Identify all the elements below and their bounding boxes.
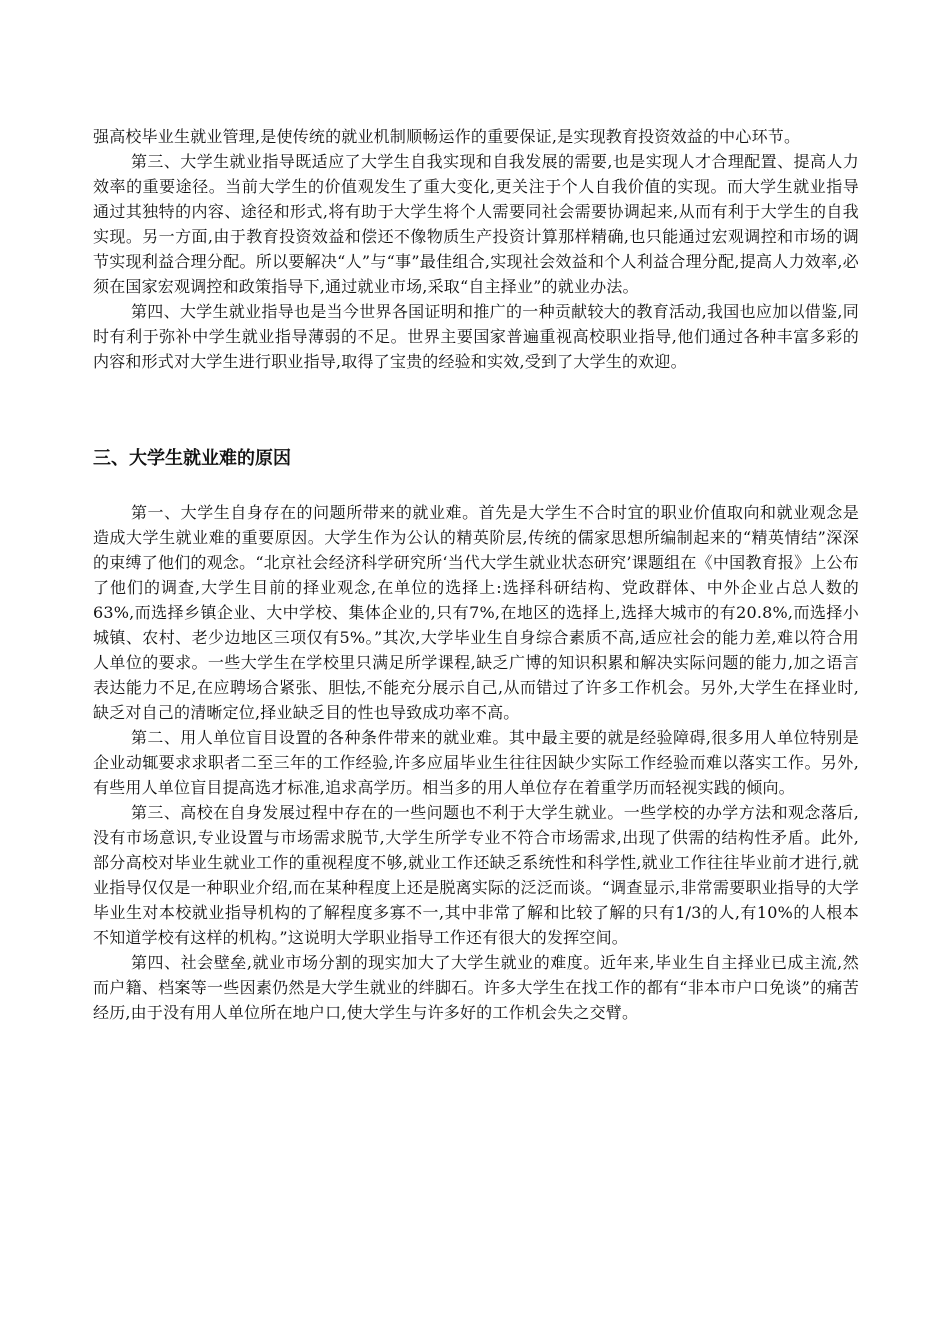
section-paragraph-4: 第四、社会壁垒,就业市场分割的现实加大了大学生就业的难度。近年来,毕业生自主择业已成主流,然而户籍、档案等一些因素仍然是大学生就业的绊脚石。许多大学生在找工作的都有“非本市户口免谈”的痛苦经历,由于没有用人单位所在地户口,使大学生与许多好的工作机会失之交臂。 (93, 953, 859, 1022)
document-page (93, 124, 859, 1025)
section-body (93, 500, 859, 1025)
paragraph-fourth-point: 第四、大学生就业指导也是当今世界各国证明和推广的一种贡献较大的教育活动,我国也应加以借鉴,同时有利于弥补中学生就业指导薄弱的不足。世界主要国家普遍重视高校职业指导,他们通过各种丰富多彩的内容和形式对大学生进行职业指导,取得了宝贵的经验和实效,受到了大学生的欢迎。 (93, 302, 859, 371)
section-paragraph-2: 第二、用人单位盲目设置的各种条件带来的就业难。其中最主要的就是经验障碍,很多用人单位特别是企业动辄要求求职者二至三年的工作经验,许多应届毕业生往往因缺少实际工作经验而难以落实工作。另外,有些用人单位盲目提高选才标准,追求高学历。相当多的用人单位存在着重学历而轻视实践的倾向。 (93, 728, 859, 797)
section-heading: 三、大学生就业难的原因 (93, 448, 291, 469)
paragraph-third-point: 第三、大学生就业指导既适应了大学生自我实现和自我发展的需要,也是实现人才合理配置、提高人力效率的重要途径。当前大学生的价值观发生了重大变化,更关注于个人自我价值的实现。而大学生就业指导通过其独特的内容、途径和形式,将有助于大学生将个人需要同社会需要协调起来,从而有利于大学生的自我实现。另一方面,由于教育投资效益和偿还不像物质生产投资计算那样精确,也只能通过宏观调控和市场的调节实现利益合理分配。所以要解决“人”与“事”最佳组合,实现社会效益和个人利益合理分配,提高人力效率,必须在国家宏观调控和政策指导下,通过就业市场,采取“自主择业”的就业办法。 (93, 152, 859, 296)
paragraph-continuation: 强高校毕业生就业管理,是使传统的就业机制顺畅运作的重要保证,是实现教育投资效益的中心环节。 (93, 127, 801, 146)
section-paragraph-3: 第三、高校在自身发展过程中存在的一些问题也不利于大学生就业。一些学校的办学方法和观念落后,没有市场意识,专业设置与市场需求脱节,大学生所学专业不符合市场需求,出现了供需的结构性矛盾。此外,部分高校对毕业生就业工作的重视程度不够,就业工作还缺乏系统性和科学性,就业工作往往毕业前才进行,就业指导仅仅是一种职业介绍,而在某种程度上还是脱离实际的泛泛而谈。“调查显示,非常需要职业指导的大学毕业生对本校就业指导机构的了解程度多寡不一,其中非常了解和比较了解的只有1/3的人,有10%的人根本不知道学校有这样的机构。”这说明大学职业指导工作还有很大的发挥空间。 (93, 803, 859, 947)
section-paragraph-1: 第一、大学生自身存在的问题所带来的就业难。首先是大学生不合时宜的职业价值取向和就业观念是造成大学生就业难的重要原因。大学生作为公认的精英阶层,传统的儒家思想所编制起来的“精英情结”深深的束缚了他们的观念。“北京社会经济科学研究所‘当代大学生就业状态研究’课题组在《中国教育报》上公布了他们的调查,大学生目前的择业观念,在单位的选择上:选择科研结构、党政群体、中外企业占总人数的63%,而选择乡镇企业、大中学校、集体企业的,只有7%,在地区的选择上,选择大城市的有20.8%,而选择小城镇、农村、老少边地区三项仅有5%。”其次,大学毕业生自身综合素质不高,适应社会的能力差,难以符合用人单位的要求。一些大学生在学校里只满足所学课程,缺乏广博的知识积累和解决实际问题的能力,加之语言表达能力不足,在应聘场合紧张、胆怯,不能充分展示自己,从而错过了许多工作机会。另外,大学生在择业时,缺乏对自己的清晰定位,择业缺乏目的性也导致成功率不高。 (93, 503, 859, 722)
